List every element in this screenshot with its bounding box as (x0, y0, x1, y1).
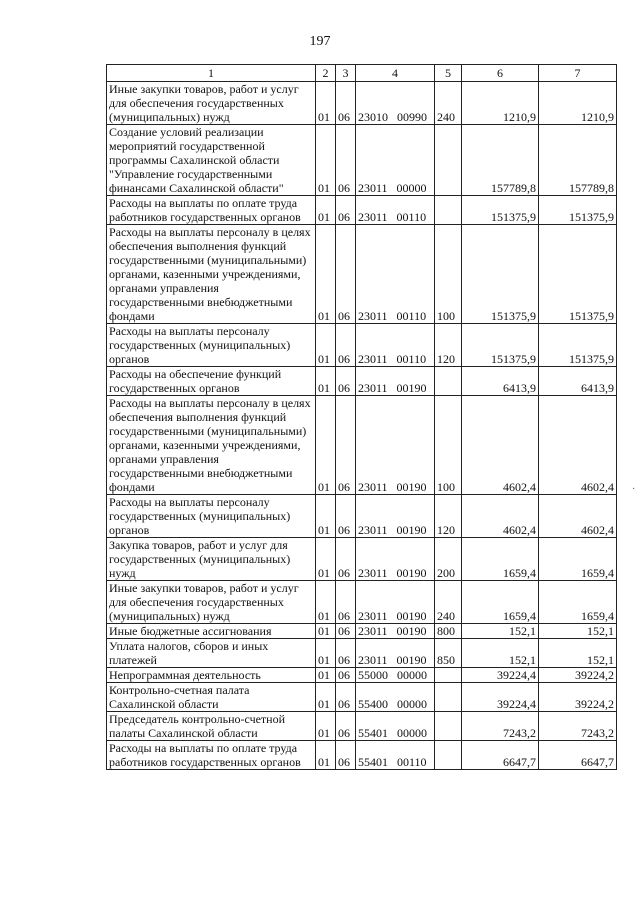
target-article-code: 55000 00000 (356, 668, 435, 683)
table-row (107, 581, 617, 624)
subsection-code: 06 (336, 324, 356, 367)
row-name: Иные бюджетные ассигнования (107, 624, 316, 639)
row-name: Создание условий реализации мероприятий государственной программы Сахалинской области "Управление государственными финансами Сахалинской области" (107, 125, 316, 196)
expense-type-code: 100 (435, 396, 462, 495)
section-code: 01 (316, 538, 336, 581)
amount-col6: 39224,4 (462, 668, 539, 683)
expense-type-code (435, 367, 462, 396)
amount-col6: 4602,4 (462, 495, 539, 538)
table-row (107, 668, 617, 683)
table-row (107, 125, 617, 196)
subsection-code: 06 (336, 495, 356, 538)
subsection-code: 06 (336, 367, 356, 396)
subsection-code: 06 (336, 741, 356, 770)
amount-col6: 7243,2 (462, 712, 539, 741)
expense-type-code: 800 (435, 624, 462, 639)
subsection-code: 06 (336, 82, 356, 125)
amount-col6: 6647,7 (462, 741, 539, 770)
column-header: 1 (107, 65, 316, 82)
row-name: Уплата налогов, сборов и иных платежей (107, 639, 316, 668)
section-code: 01 (316, 125, 336, 196)
row-name: Закупка товаров, работ и услуг для государственных (муниципальных) нужд (107, 538, 316, 581)
subsection-code: 06 (336, 196, 356, 225)
amount-col6: 152,1 (462, 624, 539, 639)
table-row (107, 396, 617, 495)
table-row (107, 683, 617, 712)
target-article-code: 23011 00110 (356, 225, 435, 324)
subsection-code: 06 (336, 396, 356, 495)
table-row (107, 712, 617, 741)
subsection-code: 06 (336, 668, 356, 683)
amount-col7: 152,1 (539, 639, 617, 668)
amount-col7: 6413,9 (539, 367, 617, 396)
budget-table (106, 64, 617, 770)
amount-col6: 1659,4 (462, 581, 539, 624)
target-article-code: 23011 00110 (356, 324, 435, 367)
amount-col7: 4602,4 (539, 396, 617, 495)
subsection-code: 06 (336, 624, 356, 639)
section-code: 01 (316, 396, 336, 495)
amount-col6: 151375,9 (462, 225, 539, 324)
expense-type-code: 120 (435, 495, 462, 538)
amount-col7: 1659,4 (539, 581, 617, 624)
table-row (107, 741, 617, 770)
table-row (107, 538, 617, 581)
table-row (107, 624, 617, 639)
target-article-code: 23011 00190 (356, 639, 435, 668)
amount-col6: 1210,9 (462, 82, 539, 125)
amount-col6: 6413,9 (462, 367, 539, 396)
scan-mark: · (632, 484, 636, 495)
amount-col7: 1659,4 (539, 538, 617, 581)
amount-col7: 4602,4 (539, 495, 617, 538)
amount-col6: 151375,9 (462, 324, 539, 367)
section-code: 01 (316, 196, 336, 225)
table-row (107, 639, 617, 668)
amount-col6: 1659,4 (462, 538, 539, 581)
row-name: Непрограммная деятельность (107, 668, 316, 683)
section-code: 01 (316, 495, 336, 538)
column-header: 2 (316, 65, 336, 82)
expense-type-code (435, 683, 462, 712)
column-header: 7 (539, 65, 617, 82)
expense-type-code: 850 (435, 639, 462, 668)
row-name: Расходы на выплаты персоналу в целях обеспечения выполнения функций государственными (муниципальными) органами, казенными учреждениями, органами управления государственными внебюджетными фондами (107, 225, 316, 324)
page-number: 197 (309, 34, 331, 49)
amount-col6: 4602,4 (462, 396, 539, 495)
expense-type-code (435, 668, 462, 683)
row-name: Иные закупки товаров, работ и услуг для обеспечения государственных (муниципальных) нужд (107, 581, 316, 624)
target-article-code: 23011 00190 (356, 367, 435, 396)
table-header-row (107, 65, 617, 82)
target-article-code: 23011 00000 (356, 125, 435, 196)
column-header: 3 (336, 65, 356, 82)
column-header: 5 (435, 65, 462, 82)
subsection-code: 06 (336, 538, 356, 581)
target-article-code: 55401 00110 (356, 741, 435, 770)
subsection-code: 06 (336, 581, 356, 624)
column-header: 6 (462, 65, 539, 82)
table-row (107, 367, 617, 396)
target-article-code: 23011 00190 (356, 538, 435, 581)
expense-type-code: 100 (435, 225, 462, 324)
row-name: Расходы на выплаты персоналу государственных (муниципальных) органов (107, 495, 316, 538)
row-name: Расходы на выплаты персоналу государственных (муниципальных) органов (107, 324, 316, 367)
amount-col6: 152,1 (462, 639, 539, 668)
amount-col6: 157789,8 (462, 125, 539, 196)
target-article-code: 23011 00190 (356, 495, 435, 538)
target-article-code: 23011 00110 (356, 196, 435, 225)
amount-col7: 151375,9 (539, 324, 617, 367)
target-article-code: 23010 00990 (356, 82, 435, 125)
target-article-code: 55400 00000 (356, 683, 435, 712)
expense-type-code (435, 125, 462, 196)
subsection-code: 06 (336, 639, 356, 668)
amount-col6: 39224,4 (462, 683, 539, 712)
row-name: Расходы на выплаты по оплате труда работников государственных органов (107, 196, 316, 225)
section-code: 01 (316, 712, 336, 741)
row-name: Расходы на выплаты персоналу в целях обеспечения выполнения функций государственными (муниципальными) органами, казенными учреждениями, органами управления государственными внебюджетными фондами (107, 396, 316, 495)
amount-col7: 151375,9 (539, 196, 617, 225)
expense-type-code (435, 196, 462, 225)
amount-col7: 152,1 (539, 624, 617, 639)
amount-col7: 39224,2 (539, 683, 617, 712)
subsection-code: 06 (336, 125, 356, 196)
amount-col7: 6647,7 (539, 741, 617, 770)
section-code: 01 (316, 683, 336, 712)
row-name: Иные закупки товаров, работ и услуг для обеспечения государственных (муниципальных) нужд (107, 82, 316, 125)
amount-col6: 151375,9 (462, 196, 539, 225)
section-code: 01 (316, 668, 336, 683)
row-name: Председатель контрольно-счетной палаты Сахалинской области (107, 712, 316, 741)
section-code: 01 (316, 581, 336, 624)
target-article-code: 23011 00190 (356, 581, 435, 624)
row-name: Расходы на обеспечение функций государственных органов (107, 367, 316, 396)
subsection-code: 06 (336, 683, 356, 712)
expense-type-code (435, 712, 462, 741)
table-row (107, 196, 617, 225)
row-name: Расходы на выплаты по оплате труда работников государственных органов (107, 741, 316, 770)
section-code: 01 (316, 741, 336, 770)
expense-type-code: 240 (435, 82, 462, 125)
expense-type-code: 240 (435, 581, 462, 624)
target-article-code: 55401 00000 (356, 712, 435, 741)
amount-col7: 39224,2 (539, 668, 617, 683)
expense-type-code (435, 741, 462, 770)
amount-col7: 1210,9 (539, 82, 617, 125)
column-header: 4 (356, 65, 435, 82)
amount-col7: 7243,2 (539, 712, 617, 741)
row-name: Контрольно-счетная палата Сахалинской области (107, 683, 316, 712)
table-row (107, 225, 617, 324)
subsection-code: 06 (336, 225, 356, 324)
table-row (107, 82, 617, 125)
target-article-code: 23011 00190 (356, 624, 435, 639)
section-code: 01 (316, 624, 336, 639)
amount-col7: 157789,8 (539, 125, 617, 196)
section-code: 01 (316, 639, 336, 668)
section-code: 01 (316, 82, 336, 125)
section-code: 01 (316, 324, 336, 367)
table-row (107, 495, 617, 538)
amount-col7: 151375,9 (539, 225, 617, 324)
subsection-code: 06 (336, 712, 356, 741)
section-code: 01 (316, 367, 336, 396)
table-row (107, 324, 617, 367)
expense-type-code: 200 (435, 538, 462, 581)
section-code: 01 (316, 225, 336, 324)
expense-type-code: 120 (435, 324, 462, 367)
target-article-code: 23011 00190 (356, 396, 435, 495)
